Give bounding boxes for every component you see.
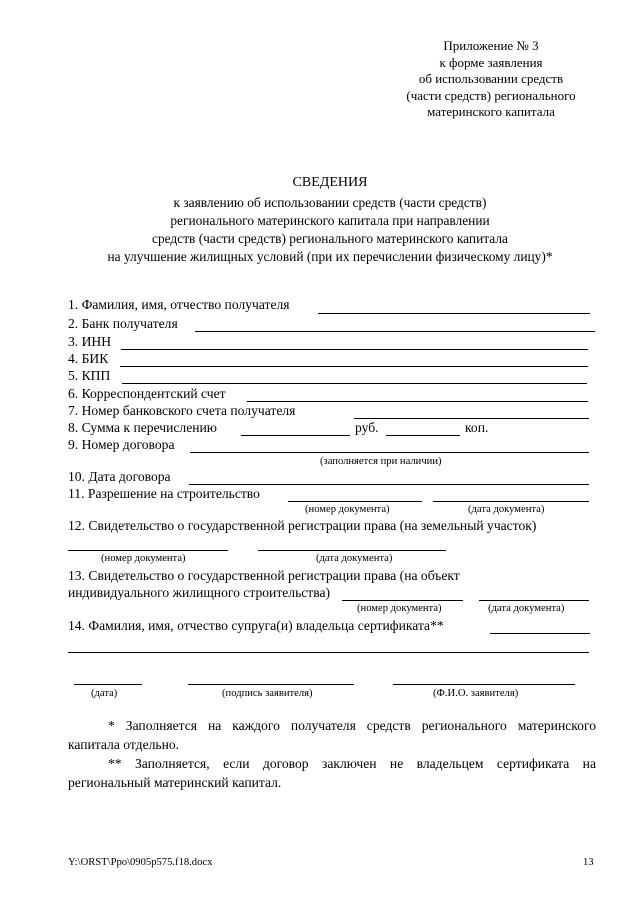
field-label-house-certificate-cont: индивидуального жилищного строительства) [68, 585, 331, 600]
signature-fio-line[interactable] [393, 684, 575, 685]
permit-number-line[interactable] [288, 501, 422, 502]
house-cert-number-line[interactable] [342, 600, 463, 601]
signature-date-caption: (дата) [91, 688, 118, 699]
field-label-corr-account: 6. Корреспондентский счет [68, 386, 226, 401]
footnote-2: ** Заполняется, если договор заключен не владельцем сертификата на региональный материнский капитал. [68, 756, 596, 790]
heading-line: к заявлению об использовании средств (части средств) [173, 195, 487, 210]
land-cert-number-line[interactable] [68, 550, 228, 551]
permit-number-caption: (номер документа) [305, 504, 390, 515]
kop-label: коп. [465, 420, 489, 435]
field-label-land-certificate: 12. Свидетельство о государственной регистрации права (на земельный участок) [68, 518, 537, 533]
signature-line[interactable] [188, 684, 354, 685]
appendix-line: к форме заявления [439, 54, 543, 70]
field-label-bik: 4. БИК [68, 351, 109, 366]
appendix-line: материнского капитала [427, 104, 555, 119]
field-label-contract-number: 9. Номер договора [68, 437, 175, 452]
house-cert-date-caption: (дата документа) [488, 603, 565, 614]
footer-file-path: Y:\ORST\Ppo\0905p575.f18.docx [68, 857, 213, 868]
field-label-kpp: 5. КПП [68, 368, 111, 383]
footer-page-number: 13 [583, 857, 594, 868]
land-cert-date-caption: (дата документа) [316, 553, 393, 564]
field-label-contract-date: 10. Дата договора [68, 469, 171, 484]
rub-label: руб. [355, 420, 379, 435]
field-label-amount: 8. Сумма к перечислению [68, 420, 217, 435]
amount-kop-line[interactable] [386, 435, 460, 436]
contract-number-line[interactable] [190, 452, 589, 453]
signature-date-line[interactable] [74, 684, 142, 685]
land-cert-number-caption: (номер документа) [101, 553, 186, 564]
heading-line: на улучшение жилищных условий (при их перечислении физическому лицу)* [107, 249, 553, 264]
spouse-name-line[interactable] [490, 633, 590, 634]
field-label-bank: 2. Банк получателя [68, 316, 178, 331]
appendix-block [350, 38, 632, 121]
kpp-line[interactable] [122, 383, 587, 384]
document-title: СВЕДЕНИЯ [292, 175, 368, 190]
bik-line[interactable] [120, 366, 588, 367]
field-label-spouse-name: 14. Фамилия, имя, отчество супруга(и) владельца сертификата** [68, 618, 444, 633]
corr-account-line[interactable] [247, 401, 588, 402]
footnote-1: * Заполняется на каждого получателя средств регионального материнского капитала отдельно. [68, 718, 596, 752]
spouse-name-line-2[interactable] [68, 652, 589, 653]
land-cert-date-line[interactable] [258, 550, 446, 551]
heading-line: средств (части средств) регионального материнского капитала [152, 231, 508, 246]
contract-date-line[interactable] [189, 484, 589, 485]
field-label-house-certificate: 13. Свидетельство о государственной регистрации права (на объект [68, 568, 460, 583]
signature-fio-caption: (Ф.И.О. заявителя) [433, 688, 519, 699]
permit-date-line[interactable] [433, 501, 589, 502]
amount-rub-line[interactable] [241, 435, 350, 436]
field-label-building-permit: 11. Разрешение на строительство [68, 486, 260, 501]
appendix-line: Приложение № 3 [443, 38, 539, 53]
house-cert-date-line[interactable] [479, 600, 589, 601]
inn-line[interactable] [121, 349, 588, 350]
bank-line[interactable] [195, 331, 595, 332]
signature-caption: (подпись заявителя) [222, 688, 313, 699]
field-label-recipient-name: 1. Фамилия, имя, отчество получателя [68, 297, 290, 312]
contract-number-caption: (заполняется при наличии) [320, 456, 442, 467]
field-label-bank-account: 7. Номер банковского счета получателя [68, 403, 296, 418]
house-cert-number-caption: (номер документа) [357, 603, 442, 614]
appendix-line: (части средств) регионального [406, 87, 576, 103]
recipient-name-line[interactable] [318, 313, 590, 314]
appendix-line: об использовании средств [418, 71, 564, 86]
permit-date-caption: (дата документа) [468, 504, 545, 515]
bank-account-line[interactable] [354, 418, 589, 419]
field-label-inn: 3. ИНН [68, 334, 112, 349]
heading-line: регионального материнского капитала при направлении [170, 213, 490, 228]
